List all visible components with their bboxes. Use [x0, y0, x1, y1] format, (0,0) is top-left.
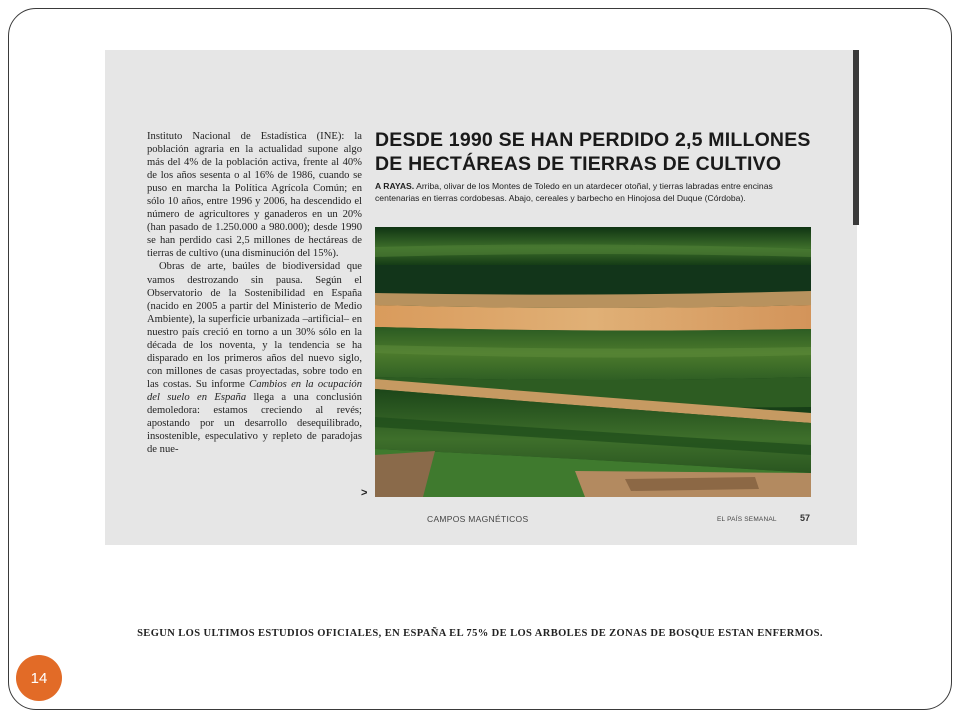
- scanned-magazine-page: [105, 50, 857, 545]
- article-paragraph-2-end: llega a una conclusión demoledora: estamos creciendo al revés; apostando por un desarrollo desequilibrado, insostenible, especulativo y repleto de paradojas de nue-: [147, 391, 363, 456]
- article-paragraph-2: [147, 260, 362, 456]
- article-paragraph-1: Instituto Nacional de Estadística (INE): la población agraria en la actualidad supone algo más del 4% de la población activa, frente al 40% de los años sesenta o al 16% de 1986, cuando se puso en marcha la Política Agrícola Común; en sólo 10 años, entre 1996 y 2006, ha descendido el número de agricultores y ganaderos en un 20% (han pasado de 1.250.000 a 980.000); desde 1990 se han perdido casi 2,5 millones de hectáreas de tierras de cultivo (una disminución del 15%).: [147, 131, 362, 260]
- article-headline: [375, 128, 815, 176]
- report-title: Cambios en la ocupación del suelo en España: [147, 378, 362, 403]
- magazine-name: EL PAÍS SEMANAL: [717, 516, 777, 523]
- continue-arrow-icon: >: [361, 487, 368, 499]
- photo-caption: [375, 180, 815, 204]
- caption-text: Arriba, olivar de los Montes de Toledo en un atardecer otoñal, y tierras labradas entre encinas centenarias en tierras cordobesas. Abajo, cereales y barbecho en Hinojosa del Duque (Córdoba).: [375, 181, 773, 203]
- aerial-fields-photo: [375, 227, 811, 497]
- section-name: CAMPOS MAGNÉTICOS: [427, 514, 529, 524]
- slide-caption: SEGUN LOS ULTIMOS ESTUDIOS OFICIALES, EN ESPAÑA EL 75% DE LOS ARBOLES DE ZONAS DE BOSQUE ESTAN ENFERMOS.: [137, 628, 823, 639]
- scan-edge: [853, 50, 859, 225]
- headline-line-2: DE HECTÁREAS DE TIERRAS DE CULTIVO: [375, 153, 782, 175]
- article-paragraph-2-start: Obras de arte, baúles de biodiversidad que vamos destrozando sin pausa. Según el Observatorio de la Sostenibilidad en España (nacido en 2005 a partir del Ministerio de Medio Ambiente), la superficie urbanizada –artificial– en nuestro país creció en torno a un 30% sólo en la década de los noventa, y la tendencia se ha disparado en los primeros años del nuevo siglo, con millones de casas proyectadas, sobre todo en las costas. Su informe: [147, 261, 362, 390]
- headline-line-1: DESDE 1990 SE HAN PERDIDO 2,5 MILLONES: [375, 129, 811, 151]
- magazine-page-number: 57: [800, 513, 811, 523]
- slide-number-badge: 14: [16, 655, 62, 701]
- caption-lead: A RAYAS.: [375, 181, 415, 191]
- article-body: [147, 130, 362, 456]
